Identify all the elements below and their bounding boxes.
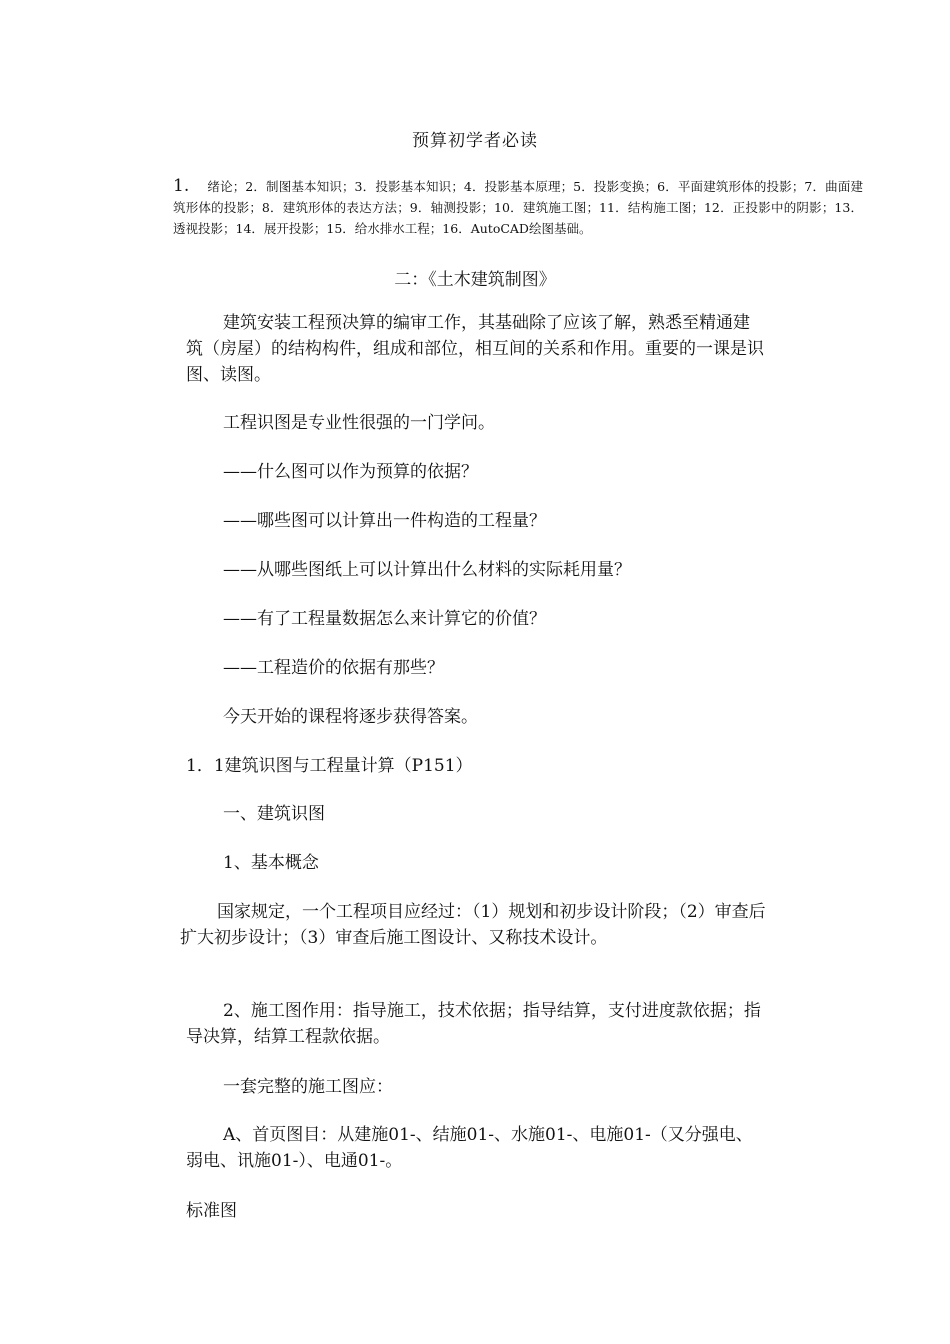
chapter-list [173, 176, 863, 239]
chapter-list-text: 绪论；2．制图基本知识；3．投影基本知识；4．投影基本原理；5．投影变换；6．平面建筑形体的投影；7．曲面建筑形体的投影；8．建筑形体的表达方法；9．轴测投影；10．建筑施工图；11．结构施工图；12．正投影中的阴影；13．透视投影；14．展开投影；15．给水排水工程；16．AutoCAD绘图基础。 [173, 179, 863, 236]
paragraph-standard-drawing: 标准图 [186, 1201, 237, 1221]
question-item: ——什么图可以作为预算的依据？ [223, 462, 478, 482]
paragraph-regulation: 国家规定，一个工程项目应经过：（1）规划和初步设计阶段；（2）审查后扩大初步设计；（3）审查后施工图设计、又称技术设计。 [180, 902, 766, 948]
paragraph-answers: 今天开始的课程将逐步获得答案。 [223, 707, 478, 727]
question-item: ——哪些图可以计算出一件构造的工程量？ [223, 511, 546, 531]
subsection-heading: 一、建筑识图 [223, 804, 325, 824]
paragraph-complete-set: 一套完整的施工图应： [223, 1077, 393, 1097]
question-item: ——工程造价的依据有那些？ [223, 658, 444, 678]
chapter-list-number: 1. [173, 176, 190, 196]
subsection-heading: 1、基本概念 [223, 853, 319, 873]
paragraph-construction-drawing: 2、施工图作用：指导施工，技术依据；指导结算，支付进度款依据；指导决算，结算工程款依据。 [186, 1001, 761, 1047]
paragraph-index: A、首页图目：从建施01-、结施01-、水施01-、电施01-（又分强电、弱电、讯施01-）、电通01-。 [186, 1125, 753, 1171]
section-heading: 1．1建筑识图与工程量计算（P151） [186, 756, 473, 776]
intro-paragraph: 建筑安装工程预决算的编审工作，其基础除了应该了解，熟悉至精通建筑（房屋）的结构构件，组成和部位，相互间的关系和作用。重要的一课是识图、读图。 [186, 313, 764, 385]
question-item: ——有了工程量数据怎么来计算它的价值？ [223, 609, 546, 629]
section-subtitle: 二：《土木建筑制图》 [394, 270, 556, 290]
paragraph-drawing-reading: 工程识图是专业性很强的一门学问。 [223, 413, 495, 433]
question-item: ——从哪些图纸上可以计算出什么材料的实际耗用量？ [223, 560, 631, 580]
document-title: 预算初学者必读 [412, 131, 538, 151]
